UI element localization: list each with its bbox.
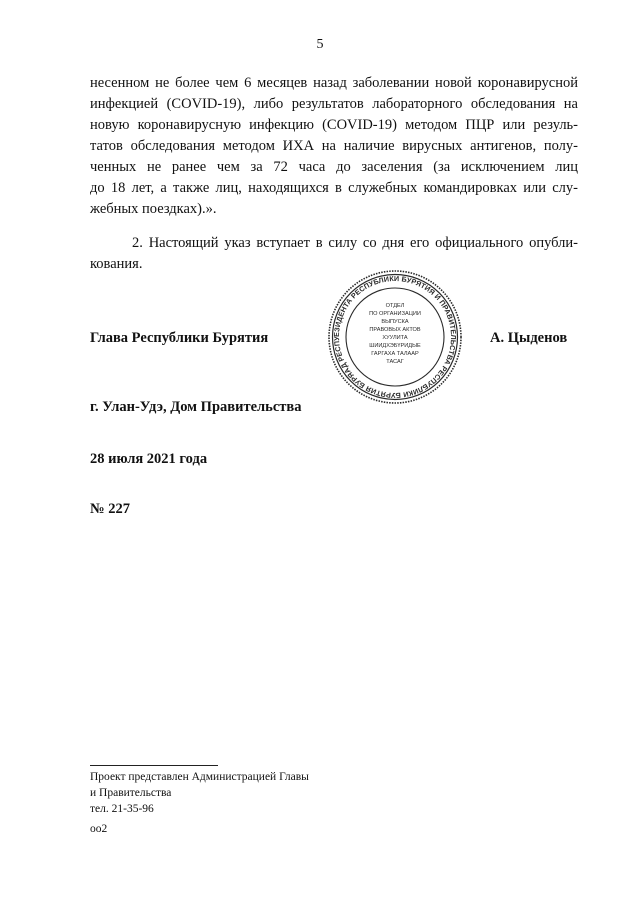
text-line: до 18 лет, а также лиц, находящихся в служебных командировках или слу- (90, 180, 578, 196)
footnote-line: Проект представлен Администрацией Главы (90, 771, 309, 783)
signatory-title: Глава Республики Бурятия (90, 330, 269, 346)
text-line: 2. Настоящий указ вступает в силу со дня его официального опубли- (132, 235, 578, 251)
seal-line: ШИИДХЭБҮРИДЫЕ (369, 343, 421, 349)
seal-graphic (327, 269, 463, 405)
seal-line: ГАРГАХА ТАЛААР (371, 351, 419, 357)
signing-date: 28 июля 2021 года (90, 451, 208, 467)
decree-number: № 227 (90, 501, 130, 517)
seal-line: ТАСАГ (386, 359, 404, 365)
signatory-name: А. Цыденов (490, 330, 568, 346)
seal-ring-text: ЕЗИДЕНТА РЕСПУБЛИКИ БУРЯТИЯ И ПРАВИТЕЛЬСТВА РЕСПУБЛИКИ БУРЯТИЯ БУРЯАД РЕСПУ (331, 273, 459, 401)
text-line: инфекцией (COVID-19), либо результатов лабораторного обследования на (90, 96, 578, 112)
signing-place: г. Улан-Удэ, Дом Правительства (90, 399, 302, 415)
seal-line: ХУУЛИТА (382, 335, 408, 341)
seal-line: ОТДЕЛ (385, 303, 405, 309)
footnote-line: тел. 21-35-96 (90, 803, 154, 815)
seal-line: ВЫПУСКА (381, 319, 409, 325)
document-code: оо2 (90, 823, 108, 835)
seal-line: ПРАВОВЫХ АКТОВ (369, 327, 421, 333)
text-line: кования. (90, 256, 143, 272)
footnote-divider (90, 765, 218, 766)
footnote (90, 769, 309, 817)
text-line: новую коронавирусную инфекцию (COVID-19) методом ПЦР или резуль- (90, 117, 578, 133)
text-line: жебных поездках).». (90, 201, 217, 217)
text-line: татов обследования методом ИХА на наличие вирусных антигенов, полу- (90, 138, 578, 154)
seal-line: ПО ОРГАНИЗАЦИИ (369, 311, 421, 317)
footnote-line: и Правительства (90, 787, 172, 799)
paragraph-1 (90, 73, 578, 220)
text-line: несенном не более чем 6 месяцев назад заболевании новой коронавирусной (90, 75, 578, 91)
official-seal (327, 269, 463, 405)
text-line: ченных не ранее чем за 72 часа до заселения (за исключением лиц (90, 159, 578, 175)
page-number: 5 (316, 37, 324, 52)
